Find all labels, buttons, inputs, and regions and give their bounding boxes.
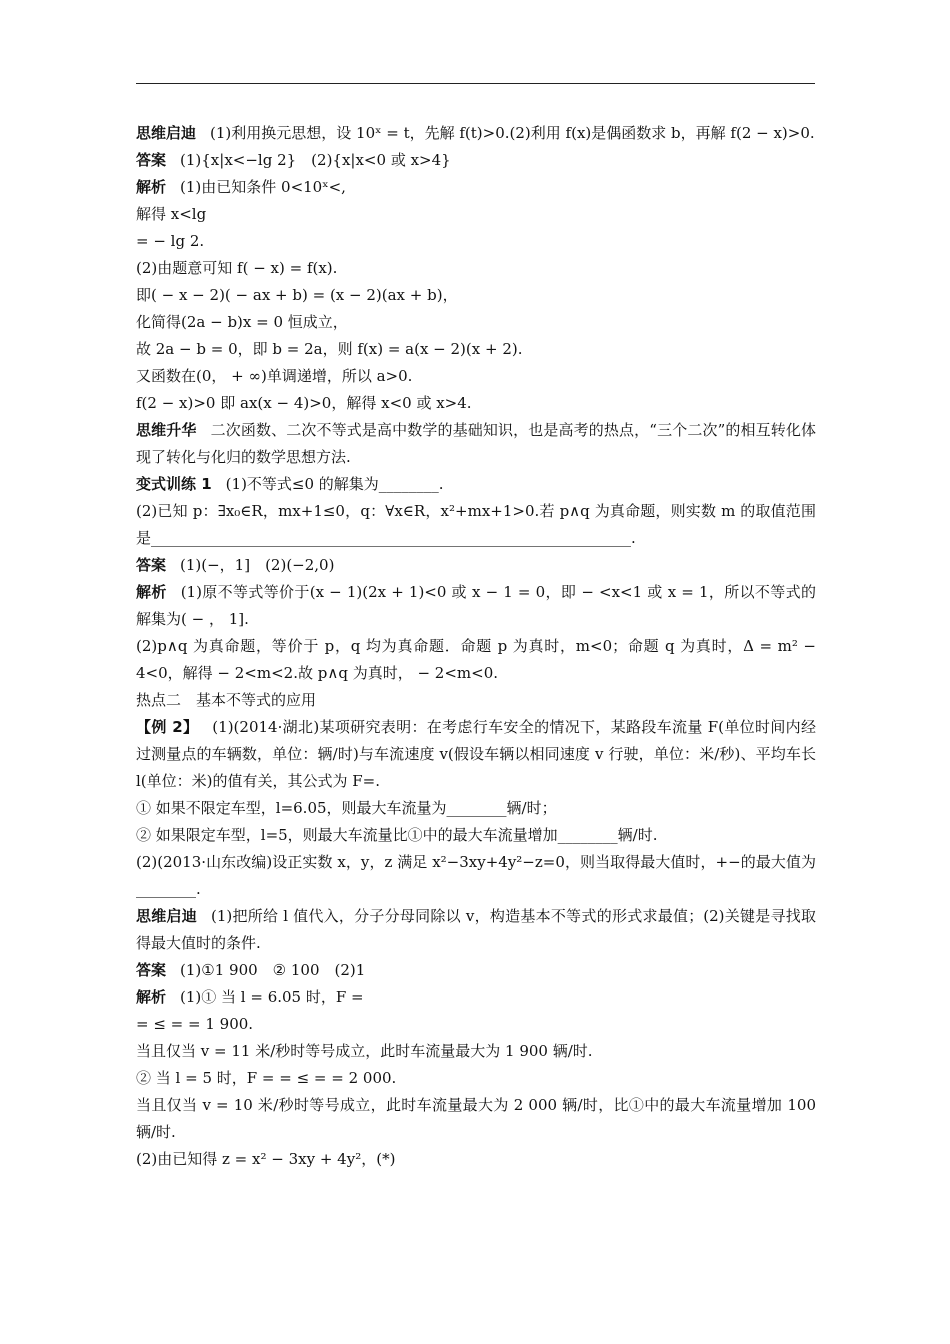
thinking-label: 思维启迪 [136,124,197,142]
answer-2 [136,957,816,984]
analysis-2-line-0 [136,984,816,1011]
example-text: (1)(2014·湖北)某项研究表明：在考虑行车安全的情况下，某路段车流量 F(单位时间内经过测量点的车辆数，单位：辆/时)与车流速度 v(假设车辆以相同速度 v 行驶，单位：米/秒)、平均车长 l(单位：米)的值有关，其公式为 F=. [136,718,816,790]
analysis-variant-2: (2)p∧q 为真命题，等价于 p，q 均为真命题．命题 p 为真时，m<0；命题 q 为真时，Δ = m² − 4<0，解得 − 2<m<2.故 p∧q 为真时， − 2<m<0. [136,637,816,682]
example-2-item-1: ① 如果不限定车型，l=6.05，则最大车流量为________辆/时； [136,799,557,817]
answer-variant [136,552,816,579]
answer-label: 答案 [136,961,167,979]
analysis-1-line-8: f(2 − x)>0 即 ax(x − 4)>0，解得 x<0 或 x>4. [136,394,472,412]
variant-q2: (2)已知 p：∃x₀∈R，mx+1≤0，q：∀x∈R，x²+mx+1>0.若 p∧q 为真命题，则实数 m 的取值范围是________________________________________________________________. [136,502,816,547]
answer-label: 答案 [136,151,167,169]
analysis-2-line-2: 当且仅当 v = 11 米/秒时等号成立，此时车流量最大为 1 900 辆/时. [136,1042,593,1060]
analysis-2-last: (2)由已知得 z = x² − 3xy + 4y²，(*) [136,1150,396,1168]
example-2-part-1 [136,714,816,795]
thinking-sublimation [136,417,816,471]
thinking-hint-1 [136,120,816,147]
analysis-1-line-5: 化简得(2a − b)x = 0 恒成立， [136,313,348,331]
analysis-label: 解析 [136,988,167,1006]
example-label: 【例 2】 [136,718,199,736]
analysis-1-line-1: 解得 x<lg [136,205,207,223]
analysis-1-line-2: = − lg 2. [136,232,205,250]
answer-text: (1)(−，1] (2)(−2,0) [180,556,335,574]
analysis-1-line-3: (2)由题意可知 f( − x) = f(x). [136,259,338,277]
example-2-part-2: (2)(2013·山东改编)设正实数 x，y，z 满足 x²−3xy+4y²−z=0，则当取得最大值时，+−的最大值为________. [136,853,816,898]
thinking-hint-2 [136,903,816,957]
thinking-text: (1)利用换元思想，设 10ˣ = t，先解 f(t)>0.(2)利用 f(x)是偶函数求 b，再解 f(2 − x)>0. [210,124,815,142]
thinking-label: 思维启迪 [136,907,198,925]
analysis-1-line-7: 又函数在(0， + ∞)单调递增，所以 a>0. [136,367,413,385]
analysis-1-line-4: 即( − x − 2)( − ax + b) = (x − 2)(ax + b)， [136,286,458,304]
answer-1 [136,147,816,174]
analysis-2-wrap: 当且仅当 v = 10 米/秒时等号成立，此时车流量最大为 2 000 辆/时，比①中的最大车流量增加 100 辆/时. [136,1096,816,1141]
answer-text: (1){x|x<−lg 2} (2){x|x<0 或 x>4} [180,151,451,169]
analysis-1-line-0 [136,174,816,201]
analysis-text: (1)原不等式等价于(x − 1)(2x + 1)<0 或 x − 1 = 0，即 − <x<1 或 x = 1，所以不等式的解集为( − ， 1]. [136,583,816,628]
variant-label: 变式训练 1 [136,475,212,493]
analysis-label: 解析 [136,583,167,601]
header-rule [136,83,815,84]
answer-label: 答案 [136,556,167,574]
analysis-text: (1)由已知条件 0<10ˣ<, [180,178,346,196]
analysis-2-line-1: = ≤ = = 1 900. [136,1015,254,1033]
variant-training-q1 [136,471,816,498]
analysis-label: 解析 [136,178,167,196]
sublimation-text: 二次函数、二次不等式是高中数学的基础知识，也是高考的热点，“三个二次”的相互转化体现了转化与化归的数学思想方法. [136,421,816,466]
analysis-1-line-6: 故 2a − b = 0，即 b = 2a，则 f(x) = a(x − 2)(x + 2). [136,340,523,358]
section-title: 热点二 基本不等式的应用 [136,691,317,709]
variant-q1: (1)不等式≤0 的解集为________. [225,475,444,493]
sublimation-label: 思维升华 [136,421,197,439]
analysis-text: (1)① 当 l = 6.05 时，F = [180,988,364,1006]
example-2-item-2: ② 如果限定车型，l=5，则最大车流量比①中的最大车流量增加________辆/时. [136,826,658,844]
thinking-text: (1)把所给 l 值代入，分子分母同除以 v，构造基本不等式的形式求最值；(2)关键是寻找取得最大值时的条件. [136,907,816,952]
answer-text: (1)①1 900 ② 100 (2)1 [180,961,366,979]
analysis-variant-1 [136,579,816,633]
analysis-2-line-3: ② 当 l = 5 时，F = = ≤ = = 2 000. [136,1069,397,1087]
document-body [136,120,816,1173]
